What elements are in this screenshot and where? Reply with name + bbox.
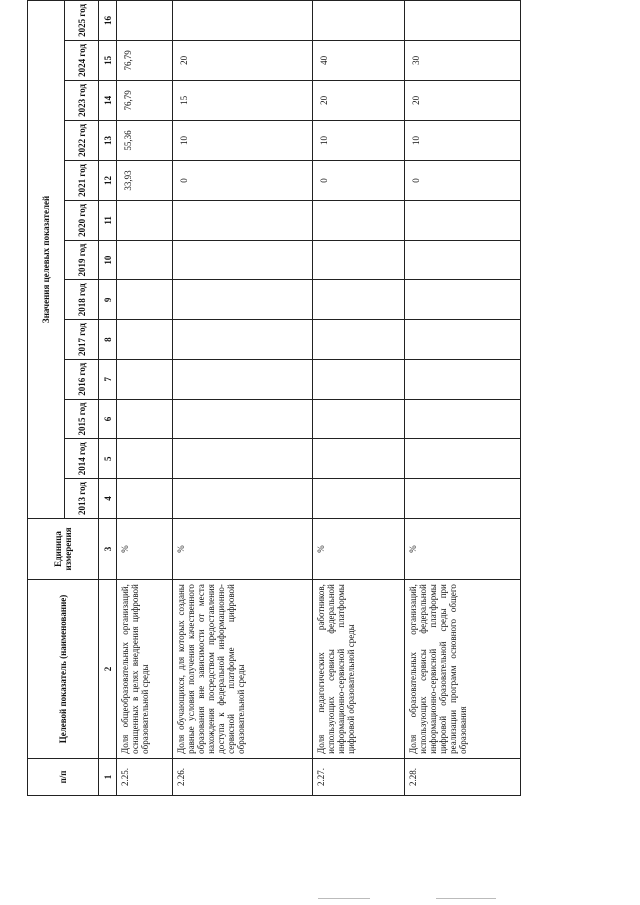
row-number: 2.28. xyxy=(405,758,521,795)
value-cell xyxy=(405,320,521,360)
value-cell xyxy=(173,280,313,320)
value-cell: 10 xyxy=(173,120,313,160)
value-cell xyxy=(173,479,313,519)
unit-cell: % xyxy=(405,518,521,579)
row-number: 2.26. xyxy=(173,758,313,795)
header-year: 2025 год xyxy=(65,1,99,41)
table-row xyxy=(117,1,173,796)
value-cell xyxy=(173,1,313,41)
value-cell: 55,36 xyxy=(117,120,173,160)
indicator-name: Доля педагогических работников, использующих сервисы федеральной информационно-сервисной платформы цифровой образовательной среды xyxy=(313,580,405,759)
header-row-top xyxy=(28,1,65,796)
value-cell xyxy=(117,200,173,240)
column-number: 3 xyxy=(99,518,117,579)
column-number: 4 xyxy=(99,479,117,519)
target-indicators-table xyxy=(27,0,521,796)
value-cell xyxy=(117,359,173,399)
header-year: 2020 год xyxy=(65,200,99,240)
value-cell: 20 xyxy=(313,80,405,120)
column-number: 9 xyxy=(99,280,117,320)
value-cell xyxy=(405,1,521,41)
value-cell xyxy=(405,479,521,519)
header-values-group: Значения целевых показателей xyxy=(28,1,65,519)
value-cell: 10 xyxy=(313,120,405,160)
value-cell: 76,79 xyxy=(117,40,173,80)
value-cell xyxy=(405,280,521,320)
value-cell xyxy=(405,399,521,439)
value-cell xyxy=(173,240,313,280)
value-cell: 10 xyxy=(405,120,521,160)
column-number: 12 xyxy=(99,160,117,200)
header-year: 2023 год xyxy=(65,80,99,120)
scan-mark xyxy=(436,898,496,899)
column-number: 5 xyxy=(99,439,117,479)
unit-cell: % xyxy=(313,518,405,579)
header-year: 2024 год xyxy=(65,40,99,80)
value-cell xyxy=(117,439,173,479)
value-cell xyxy=(313,280,405,320)
value-cell xyxy=(313,240,405,280)
value-cell xyxy=(117,479,173,519)
header-indicator: Целевой показатель (наименование) xyxy=(28,580,99,759)
header-year: 2013 год xyxy=(65,479,99,519)
column-number: 10 xyxy=(99,240,117,280)
value-cell xyxy=(173,359,313,399)
value-cell xyxy=(313,320,405,360)
column-number: 2 xyxy=(99,580,117,759)
value-cell xyxy=(117,399,173,439)
header-year: 2016 год xyxy=(65,359,99,399)
header-year: 2017 год xyxy=(65,320,99,360)
value-cell: 20 xyxy=(173,40,313,80)
table-row xyxy=(313,1,405,796)
unit-cell: % xyxy=(173,518,313,579)
column-number: 16 xyxy=(99,1,117,41)
indicator-name: Доля образовательных организаций, использующих сервисы федеральной информационно-сервисной платформы цифровой образовательной среды при реализации программ основного общего образования xyxy=(405,580,521,759)
header-year: 2015 год xyxy=(65,399,99,439)
value-cell xyxy=(117,320,173,360)
value-cell xyxy=(173,200,313,240)
table-row xyxy=(405,1,521,796)
value-cell xyxy=(173,439,313,479)
value-cell: 76,79 xyxy=(117,80,173,120)
value-cell xyxy=(405,359,521,399)
header-year: 2018 год xyxy=(65,280,99,320)
column-number: 7 xyxy=(99,359,117,399)
value-cell xyxy=(117,1,173,41)
column-number: 1 xyxy=(99,758,117,795)
value-cell xyxy=(405,240,521,280)
column-number: 13 xyxy=(99,120,117,160)
header-row-no: п/п xyxy=(28,758,99,795)
value-cell xyxy=(405,200,521,240)
column-numbers-row xyxy=(99,1,117,796)
value-cell xyxy=(313,200,405,240)
column-number: 14 xyxy=(99,80,117,120)
column-number: 8 xyxy=(99,320,117,360)
value-cell: 0 xyxy=(313,160,405,200)
value-cell xyxy=(117,280,173,320)
value-cell xyxy=(117,240,173,280)
value-cell: 20 xyxy=(405,80,521,120)
header-year: 2021 год xyxy=(65,160,99,200)
value-cell: 30 xyxy=(405,40,521,80)
value-cell xyxy=(313,1,405,41)
value-cell: 0 xyxy=(405,160,521,200)
header-unit: Единица измерения xyxy=(28,518,99,579)
value-cell xyxy=(313,479,405,519)
indicator-name: Доля общеобразовательных организаций, оснащенных в целях внедрения цифровой образовательной среды xyxy=(117,580,173,759)
value-cell: 15 xyxy=(173,80,313,120)
table-row xyxy=(173,1,313,796)
value-cell xyxy=(313,439,405,479)
value-cell xyxy=(173,320,313,360)
scan-mark xyxy=(318,898,370,899)
unit-cell: % xyxy=(117,518,173,579)
value-cell xyxy=(405,439,521,479)
header-year: 2014 год xyxy=(65,439,99,479)
value-cell xyxy=(313,399,405,439)
value-cell: 0 xyxy=(173,160,313,200)
value-cell xyxy=(173,399,313,439)
column-number: 11 xyxy=(99,200,117,240)
column-number: 15 xyxy=(99,40,117,80)
row-number: 2.25. xyxy=(117,758,173,795)
value-cell: 33,93 xyxy=(117,160,173,200)
column-number: 6 xyxy=(99,399,117,439)
header-year: 2019 год xyxy=(65,240,99,280)
indicator-name: Доля обучающихся, для которых созданы равные условия получения качественного образования вне зависимости от места нахождения посредством предоставления доступа к федеральной информационно-сервисной платформе цифровой образовательной среды xyxy=(173,580,313,759)
value-cell: 40 xyxy=(313,40,405,80)
row-number: 2.27. xyxy=(313,758,405,795)
header-year: 2022 год xyxy=(65,120,99,160)
value-cell xyxy=(313,359,405,399)
